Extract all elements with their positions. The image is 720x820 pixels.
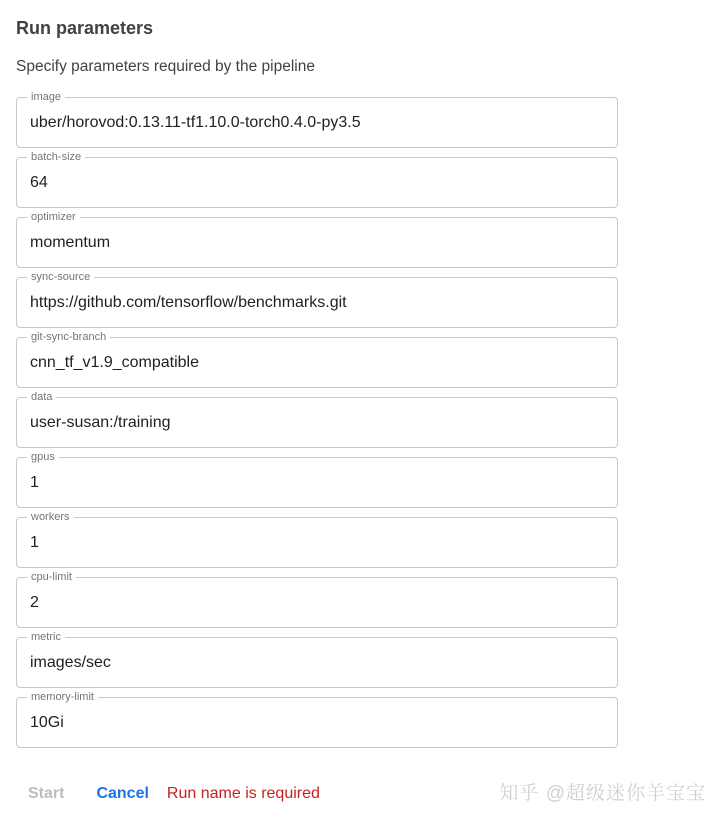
param-field-memory-limit[interactable]	[16, 692, 618, 748]
param-label: git-sync-branch	[31, 331, 107, 343]
param-label: image	[31, 91, 61, 103]
cpu-limit-input[interactable]	[30, 590, 600, 616]
data-input[interactable]	[30, 410, 600, 436]
param-field-image[interactable]	[16, 92, 618, 148]
memory-limit-input[interactable]	[30, 710, 600, 736]
param-label: memory-limit	[31, 691, 94, 703]
param-field-cpu-limit[interactable]	[16, 572, 618, 628]
param-field-batch-size[interactable]	[16, 152, 618, 208]
image-input[interactable]	[30, 110, 600, 136]
page-title: Run parameters	[16, 18, 154, 38]
parameters-form	[16, 92, 618, 752]
page-subtitle: Specify parameters required by the pipeline	[16, 58, 315, 75]
param-label: gpus	[31, 451, 55, 463]
gpus-input[interactable]	[30, 470, 600, 496]
param-label: sync-source	[31, 271, 91, 283]
action-bar	[28, 785, 320, 803]
param-field-workers[interactable]	[16, 512, 618, 568]
start-button[interactable]: Start	[28, 785, 65, 802]
param-label: cpu-limit	[31, 571, 72, 583]
git-sync-branch-input[interactable]	[30, 350, 600, 376]
metric-input[interactable]	[30, 650, 600, 676]
workers-input[interactable]	[30, 530, 600, 556]
param-label: metric	[31, 631, 61, 643]
param-field-optimizer[interactable]	[16, 212, 618, 268]
param-field-gpus[interactable]	[16, 452, 618, 508]
param-field-metric[interactable]	[16, 632, 618, 688]
param-field-git-sync-branch[interactable]	[16, 332, 618, 388]
watermark: 知乎 @超级迷你羊宝宝	[499, 783, 706, 804]
param-field-data[interactable]	[16, 392, 618, 448]
cancel-button[interactable]: Cancel	[96, 785, 149, 802]
param-label: workers	[31, 511, 70, 523]
param-field-sync-source[interactable]	[16, 272, 618, 328]
param-label: batch-size	[31, 151, 82, 163]
error-message: Run name is required	[166, 785, 320, 802]
optimizer-input[interactable]	[30, 230, 600, 256]
param-label: optimizer	[31, 211, 76, 223]
batch-size-input[interactable]	[30, 170, 600, 196]
param-label: data	[31, 391, 53, 403]
sync-source-input[interactable]	[30, 290, 600, 316]
